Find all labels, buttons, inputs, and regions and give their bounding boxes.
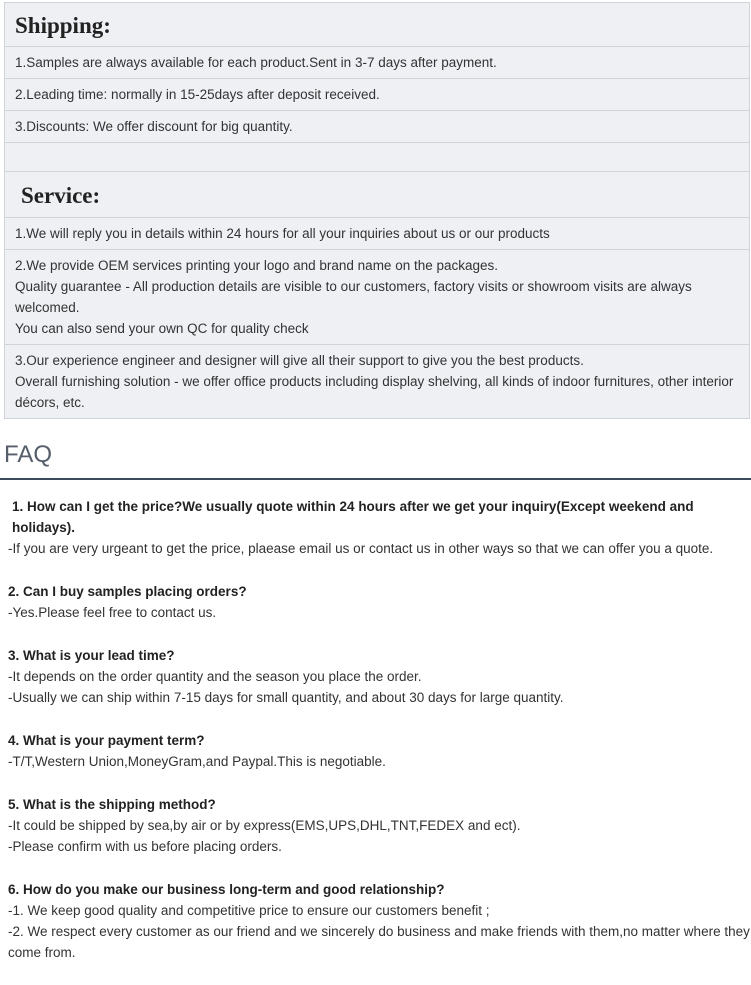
faq-item xyxy=(8,581,750,623)
service-item-line: Quality guarantee - All production details are visible to our customers, factory visits or showroom visits are always welcomed. xyxy=(15,279,692,315)
faq-divider xyxy=(0,478,751,480)
service-title: Service: xyxy=(5,172,749,218)
faq-answer: -Yes.Please feel free to contact us. xyxy=(8,605,217,620)
service-item-line: 2.We provide OEM services printing your logo and brand name on the packages. xyxy=(15,258,499,273)
faq-question: 3. What is your lead time? xyxy=(8,648,175,663)
service-item-line: 1.We will reply you in details within 24 hours for all your inquiries about us or our products xyxy=(15,226,550,241)
service-item-line: You can also send your own QC for quality check xyxy=(15,321,309,336)
shipping-title: Shipping: xyxy=(5,3,749,47)
faq-question: 5. What is the shipping method? xyxy=(8,797,216,812)
service-item xyxy=(5,345,749,418)
service-item xyxy=(5,218,749,250)
faq-answer: -Usually we can ship within 7-15 days for small quantity, and about 30 days for large quantity. xyxy=(8,690,564,705)
faq-list xyxy=(8,496,750,985)
faq-answer: -It depends on the order quantity and the season you place the order. xyxy=(8,669,422,684)
faq-answer: -T/T,Western Union,MoneyGram,and Paypal.This is negotiable. xyxy=(8,754,386,769)
faq-question: 2. Can I buy samples placing orders? xyxy=(8,584,247,599)
faq-answer: -If you are very urgeant to get the price, plaease email us or contact us in other ways so that we can offer you a quote. xyxy=(8,541,714,556)
shipping-item xyxy=(5,79,749,111)
faq-answer: -1. We keep good quality and competitive price to ensure our customers benefit ; xyxy=(8,903,490,918)
faq-answer: -2. We respect every customer as our friend and we sincerely do business and make friends with them,no matter where they come from. xyxy=(8,924,750,960)
shipping-item xyxy=(5,47,749,79)
faq-item xyxy=(8,496,750,559)
info-table xyxy=(4,2,750,419)
faq-item xyxy=(8,645,750,708)
shipping-item-text: 3.Discounts: We offer discount for big quantity. xyxy=(15,119,293,134)
faq-item xyxy=(8,879,750,963)
faq-answer: -It could be shipped by sea,by air or by express(EMS,UPS,DHL,TNT,FEDEX and ect). xyxy=(8,818,521,833)
faq-question: 1. How can I get the price?We usually quote within 24 hours after we get your inquiry(Except weekend and holidays). xyxy=(12,499,694,535)
faq-question: 6. How do you make our business long-term and good relationship? xyxy=(8,882,445,897)
shipping-item xyxy=(5,111,749,143)
faq-item xyxy=(8,730,750,772)
service-item xyxy=(5,250,749,345)
faq-item xyxy=(8,794,750,857)
faq-heading: FAQ xyxy=(4,441,53,468)
faq-question: 4. What is your payment term? xyxy=(8,733,205,748)
service-item-line: Overall furnishing solution - we offer office products including display shelving, all kinds of indoor furnitures, other interior décors, etc. xyxy=(15,374,734,410)
shipping-item-text: 1.Samples are always available for each product.Sent in 3-7 days after payment. xyxy=(15,55,497,70)
empty-row xyxy=(5,143,749,172)
faq-answer: -Please confirm with us before placing orders. xyxy=(8,839,282,854)
service-item-line: 3.Our experience engineer and designer will give all their support to give you the best products. xyxy=(15,353,584,368)
shipping-item-text: 2.Leading time: normally in 15-25days after deposit received. xyxy=(15,87,380,102)
